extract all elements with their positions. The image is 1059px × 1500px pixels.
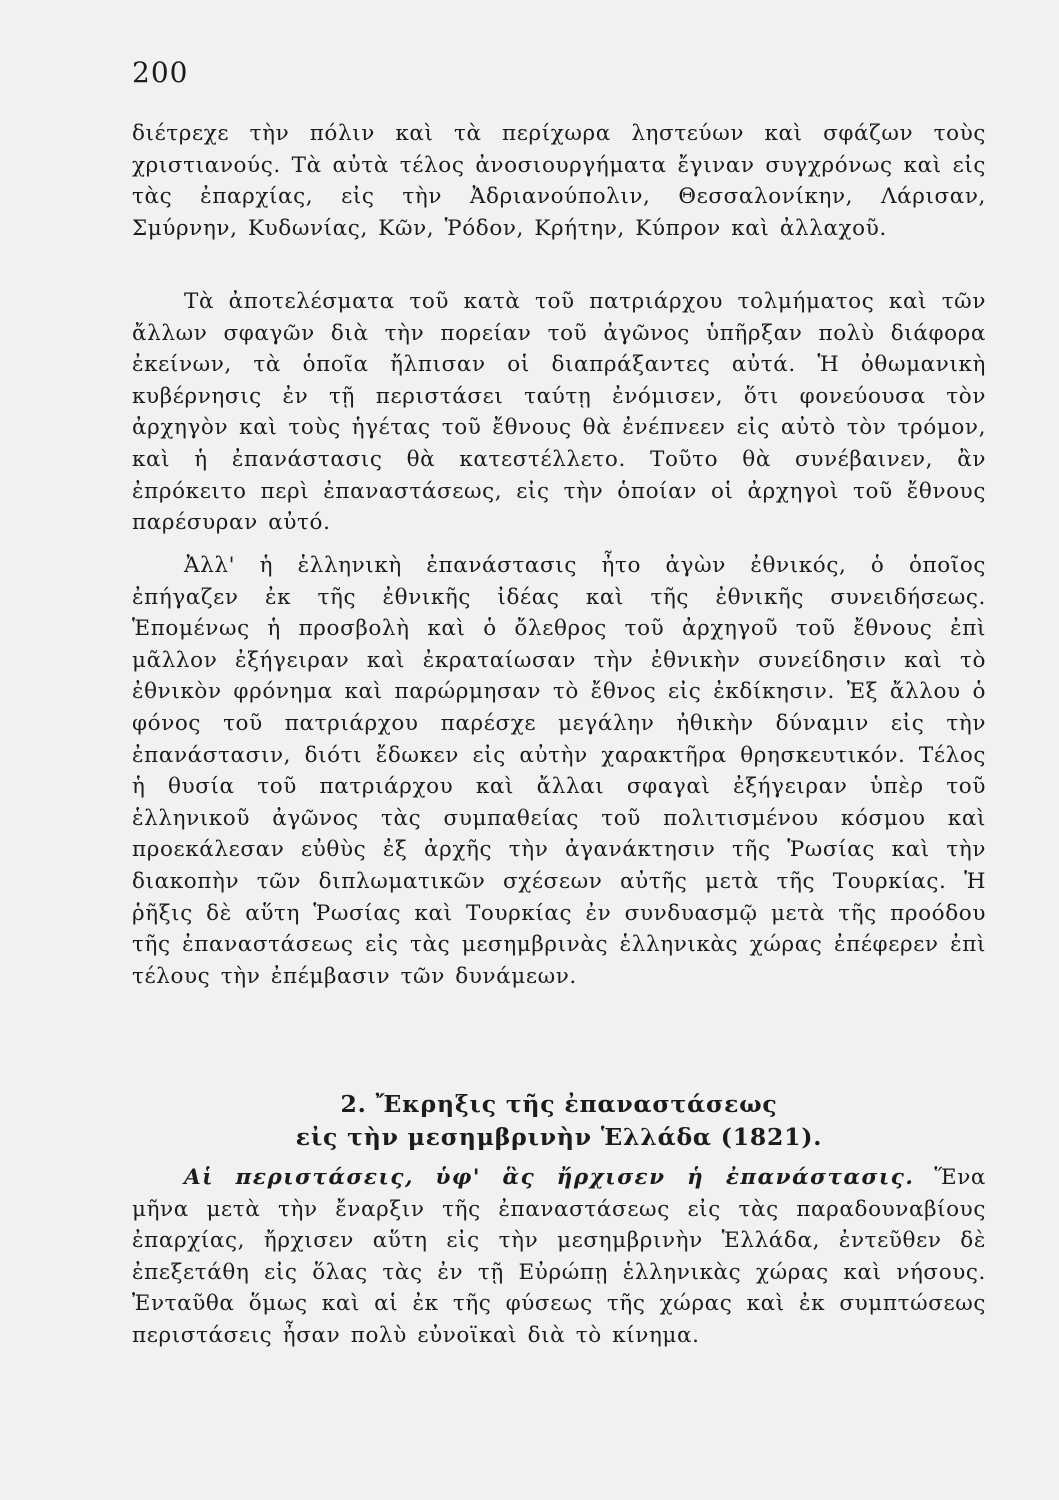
paragraph-4 — [132, 1162, 986, 1352]
paragraph-1 — [132, 118, 986, 244]
paragraph-2 — [132, 286, 986, 539]
section-heading — [132, 1088, 986, 1154]
paragraph-4-body: Ἕνα μῆνα μετὰ τὴν ἔναρξιν τῆς ἐπαναστάσεως εἰς τὰς παραδουναβίους ἐπαρχίας, ἤρχισεν αὕτη εἰς τὴν μεσημβρινὴν Ἑλλάδα, ἐντεῦθεν δὲ ἐπεξετάθη εἰς ὅλας τὰς ἐν τῇ Εὐρώπῃ ἑλληνικὰς χώρας καὶ νήσους. Ἐνταῦθα ὅμως καὶ αἱ ἐκ τῆς φύσεως τῆς χώρας καὶ ἐκ συμπτώσεως περιστάσεις ἦσαν πολὺ εὐνοϊκαὶ διὰ τὸ κίνημα. — [132, 1165, 986, 1348]
page-number: 200 — [132, 56, 189, 89]
paragraph-3-text: Ἀλλ' ἡ ἑλληνικὴ ἐπανάστασις ἦτο ἀγὼν ἐθνικός, ὁ ὁποῖος ἐπήγαζεν ἐκ τῆς ἐθνικῆς ἰδέας καὶ τῆς ἐθνικῆς συνειδήσεως. Ἑπομένως ἡ προσβολὴ καὶ ὁ ὄλεθρος τοῦ ἀρχηγοῦ τοῦ ἔθνους ἐπὶ μᾶλλον ἐξήγειραν καὶ ἐκραταίωσαν τὴν ἐθνικὴν συνείδησιν καὶ τὸ ἐθνικὸν φρόνημα καὶ παρώρμησαν τὸ ἔθνος εἰς ἐκδίκησιν. Ἐξ ἄλλου ὁ φόνος τοῦ πατριάρχου παρέσχε μεγάλην ἠθικὴν δύναμιν εἰς τὴν ἐπανάστασιν, διότι ἔδωκεν εἰς αὐτὴν χαρακτῆρα θρησκευτικόν. Τέλος ἡ θυσία τοῦ πατριάρχου καὶ ἄλλαι σφαγαὶ ἐξήγειραν ὑπὲρ τοῦ ἑλληνικοῦ ἀγῶνος τὰς συμπαθείας τοῦ πολιτισμένου κόσμου καὶ προεκάλεσαν εὐθὺς ἐξ ἀρχῆς τὴν ἀγανάκτησιν τῆς Ῥωσίας καὶ τὴν διακοπὴν τῶν διπλωματικῶν σχέσεων αὐτῆς μετὰ τῆς Τουρκίας. Ἡ ῥῆξις δὲ αὕτη Ῥωσίας καὶ Τουρκίας ἐν συνδυασμῷ μετὰ τῆς προόδου τῆς ἐπαναστάσεως εἰς τὰς μεσημβρινὰς ἑλληνικὰς χώρας ἐπέφερεν ἐπὶ τέλους τὴν ἐπέμβασιν τῶν δυνάμεων. — [132, 553, 986, 989]
paragraph-3 — [132, 550, 986, 992]
paragraph-4-lead: Αἱ περιστάσεις, ὑφ' ἃς ἤρχισεν ἡ ἐπανάστασις. — [184, 1165, 915, 1190]
paragraph-4-text — [132, 1162, 986, 1352]
section-heading-line-1: 2. Ἔκρηξις τῆς ἐπαναστάσεως — [340, 1090, 778, 1118]
paragraph-2-text: Τὰ ἀποτελέσματα τοῦ κατὰ τοῦ πατριάρχου τολμήματος καὶ τῶν ἄλλων σφαγῶν διὰ τὴν πορείαν τοῦ ἀγῶνος ὑπῆρξαν πολὺ διάφορα ἐκείνων, τὰ ὁποῖα ἤλπισαν οἱ διαπράξαντες αὐτά. Ἡ ὀθωμανικὴ κυβέρνησις ἐν τῇ περιστάσει ταύτῃ ἐνόμισεν, ὅτι φονεύουσα τὸν ἀρχηγὸν καὶ τοὺς ἡγέτας τοῦ ἔθνους θὰ ἐνέπνεεν εἰς αὐτὸ τὸν τρόμον, καὶ ἡ ἐπανάστασις θὰ κατεστέλλετο. Τοῦτο θὰ συνέβαινεν, ἂν ἐπρόκειτο περὶ ἐπαναστάσεως, εἰς τὴν ὁποίαν οἱ ἀρχηγοὶ τοῦ ἔθνους παρέσυραν αὐτό. — [132, 289, 986, 536]
section-heading-line-2: εἰς τὴν μεσημβρινὴν Ἑλλάδα (1821). — [295, 1123, 823, 1151]
paragraph-1-text: διέτρεχε τὴν πόλιν καὶ τὰ περίχωρα ληστεύων καὶ σφάζων τοὺς χριστιανούς. Τὰ αὐτὰ τέλος ἀνοσιουργήματα ἔγιναν συγχρόνως καὶ εἰς τὰς ἐπαρχίας, εἰς τὴν Ἀδριανούπολιν, Θεσσαλονίκην, Λάρισαν, Σμύρνην, Κυδωνίας, Κῶν, Ῥόδον, Κρήτην, Κύπρον καὶ ἀλλαχοῦ. — [132, 121, 986, 241]
